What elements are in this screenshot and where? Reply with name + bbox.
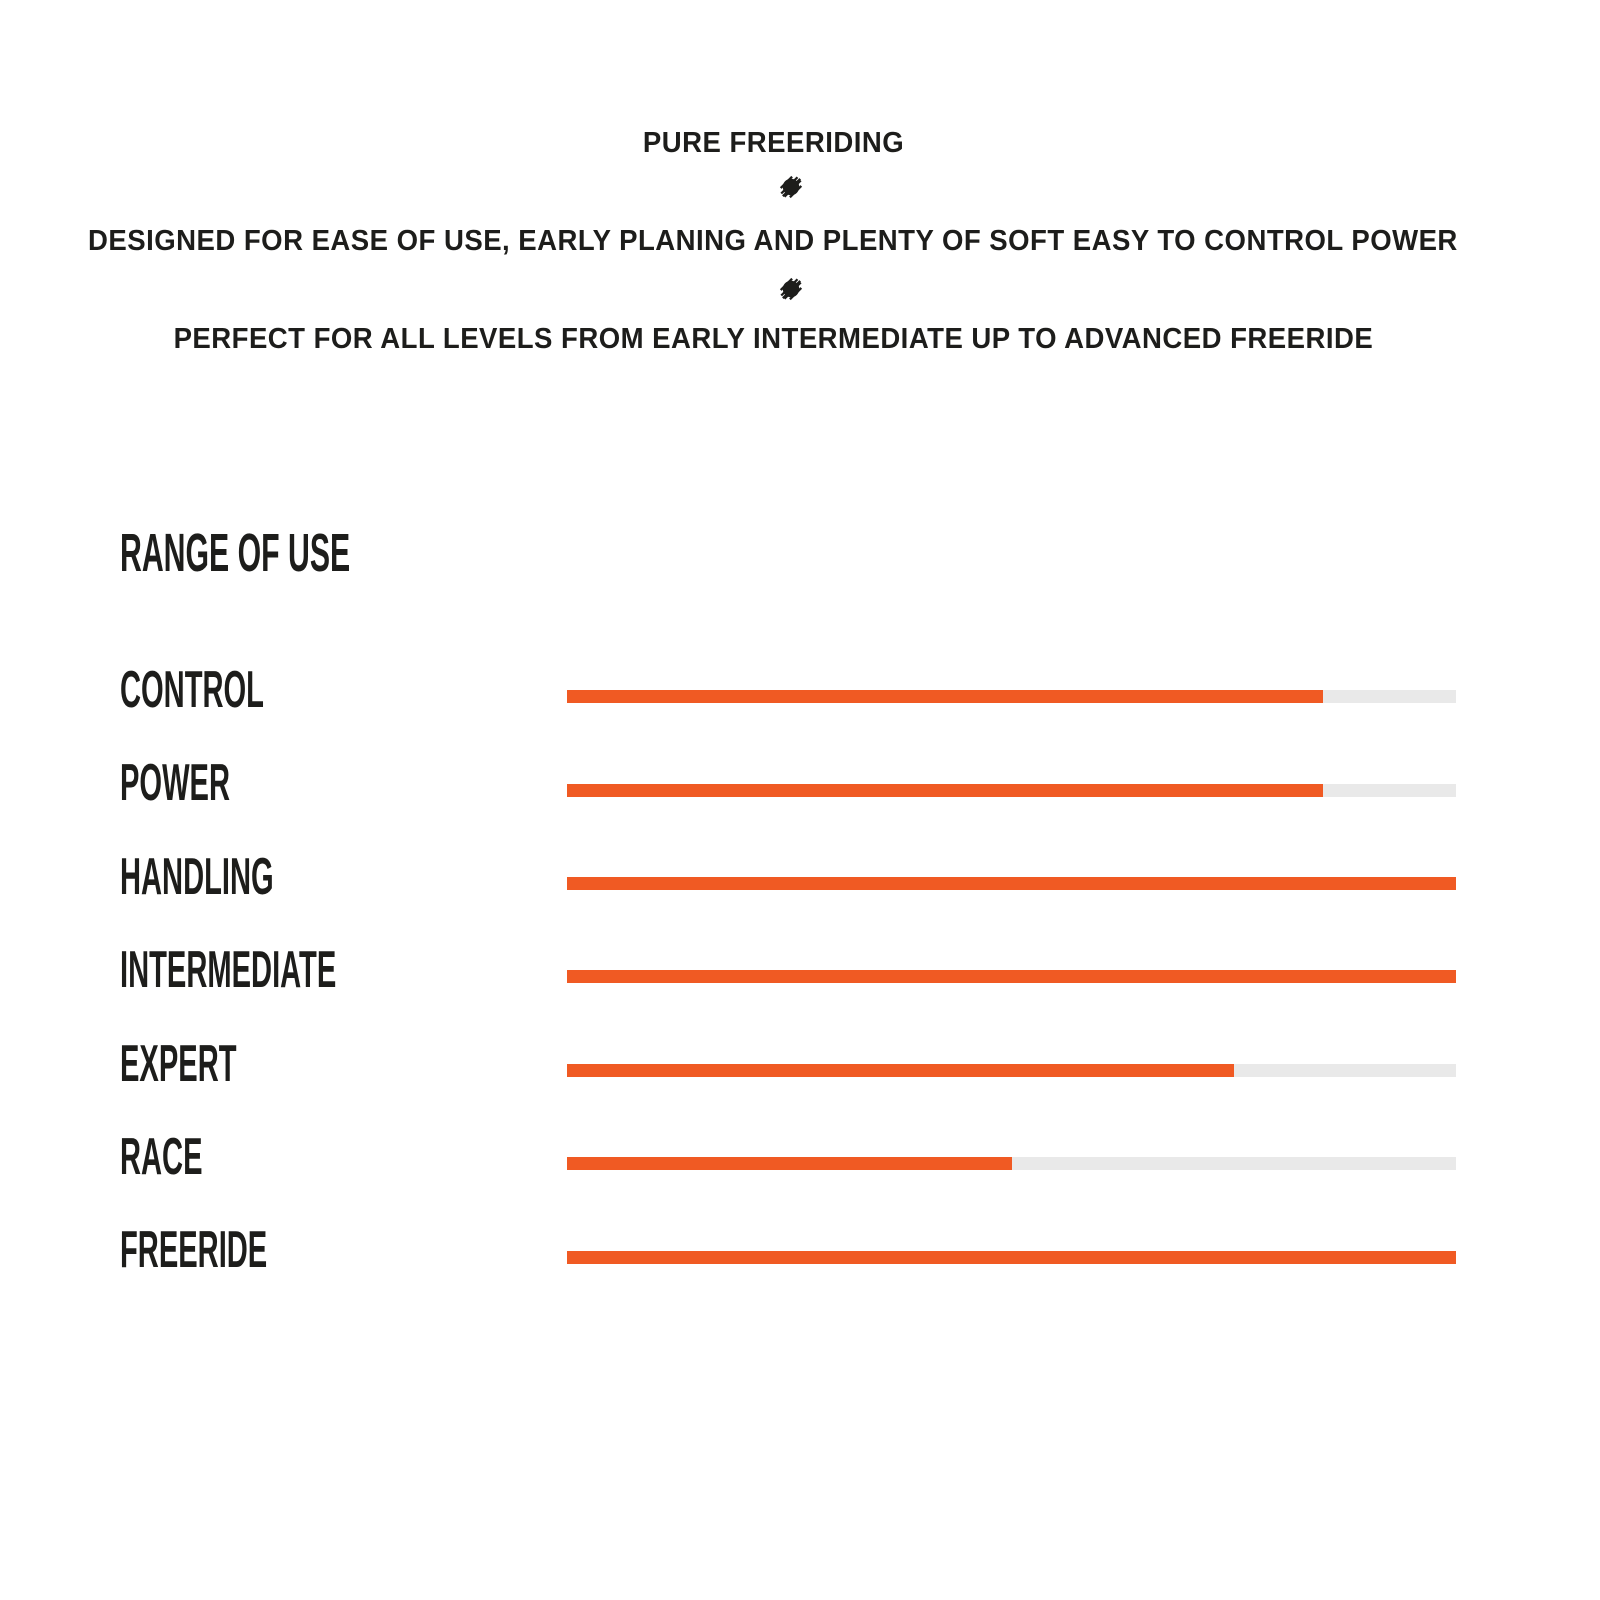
scribble-dot-icon: [778, 187, 804, 204]
chart-row: [120, 650, 1456, 743]
chart-title-wrap: [120, 523, 531, 583]
row-label: CONTROL: [120, 661, 264, 719]
bar-fill: [567, 1251, 1456, 1264]
row-label-cell: [120, 644, 567, 749]
header-line-1-text: PURE FREERIDING: [642, 127, 904, 159]
header-line-3: [0, 323, 1546, 356]
chart-row: [120, 743, 1456, 836]
chart-rows: [120, 650, 1456, 1304]
chart-row: [120, 1117, 1456, 1210]
row-label: EXPERT: [120, 1034, 237, 1093]
row-label: POWER: [120, 754, 231, 813]
bar-fill: [567, 970, 1456, 983]
header-line-2-text: DESIGNED FOR EASE OF USE, EARLY PLANING AND PLENTY OF SOFT EASY TO CONTROL POWER: [88, 225, 1458, 257]
bar-track: [567, 784, 1456, 797]
scribble-dot-icon: [778, 289, 804, 306]
bar-track: [567, 690, 1456, 703]
header-line-3-text: PERFECT FOR ALL LEVELS FROM EARLY INTERMEDIATE UP TO ADVANCED FREERIDE: [173, 323, 1373, 355]
bar-fill: [567, 690, 1323, 703]
row-label: RACE: [120, 1127, 203, 1186]
bar-fill: [567, 1064, 1234, 1077]
separator-2: [0, 276, 1582, 302]
bar-track: [567, 1251, 1456, 1264]
chart-title: RANGE OF USE: [120, 523, 351, 583]
row-label-cell: [120, 831, 567, 936]
bar-fill: [567, 1157, 1012, 1170]
chart-row: [120, 930, 1456, 1023]
chart-row: [120, 1210, 1456, 1303]
bar-track: [567, 970, 1456, 983]
separator-1: [0, 174, 1582, 200]
chart-row: [120, 837, 1456, 930]
bar-track: [567, 877, 1456, 890]
bar-track: [567, 1064, 1456, 1077]
row-label: HANDLING: [120, 847, 274, 906]
row-label-cell: [120, 1111, 567, 1216]
header-line-2: [0, 225, 1546, 258]
row-label-cell: [120, 737, 567, 842]
row-label: FREERIDE: [120, 1221, 268, 1280]
row-label-cell: [120, 1204, 567, 1309]
bar-fill: [567, 784, 1323, 797]
header-line-1: [0, 127, 1546, 160]
chart-row: [120, 1024, 1456, 1117]
row-label-cell: [120, 1018, 567, 1123]
row-label-cell: [120, 924, 567, 1029]
bar-fill: [567, 877, 1456, 890]
bar-track: [567, 1157, 1456, 1170]
row-label: INTERMEDIATE: [120, 941, 337, 1000]
